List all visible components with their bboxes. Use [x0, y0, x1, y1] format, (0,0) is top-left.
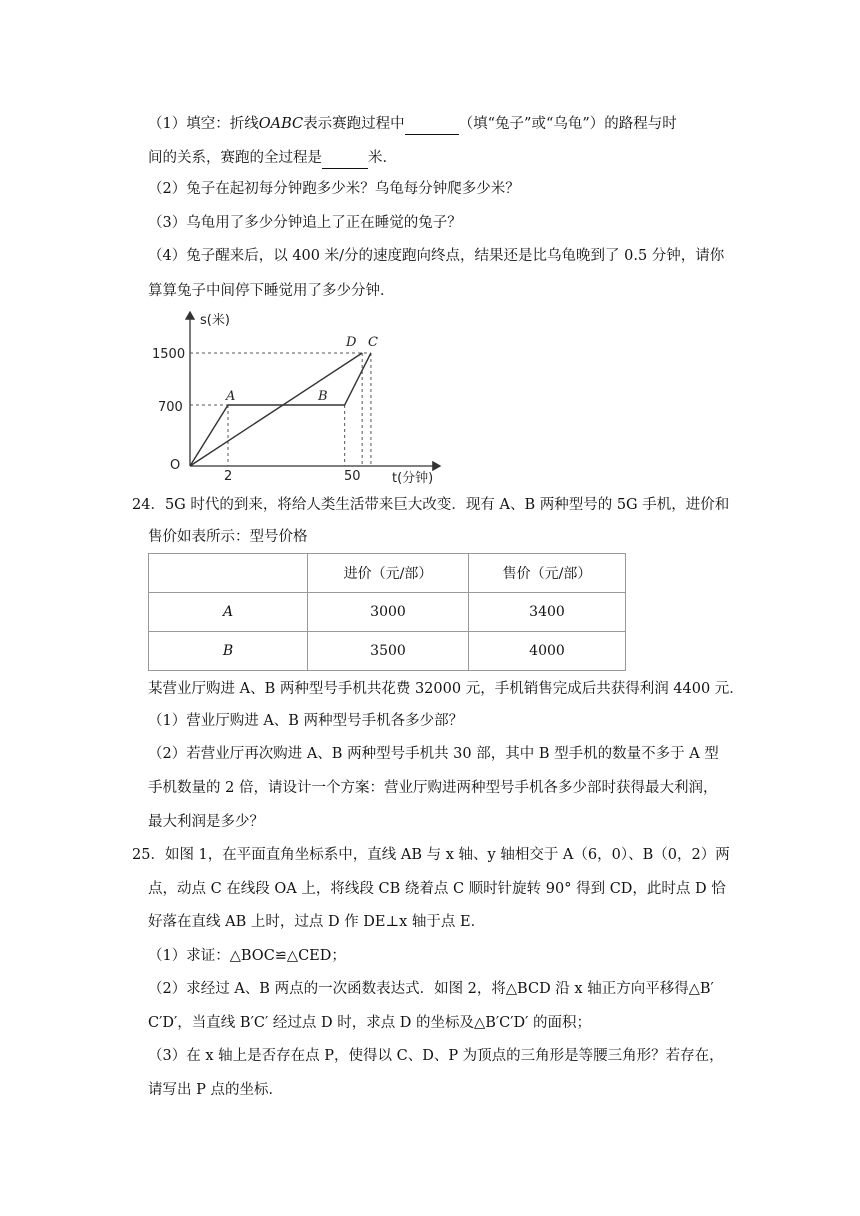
answer-blank-1[interactable]: [405, 112, 459, 135]
q23-part4-line1: （4）兔子醒来后，以 400 米/分的速度跑向终点，结果还是比乌龟晚到了 0.5 分钟，请你: [148, 248, 725, 264]
point-label-c: C: [368, 335, 378, 350]
table-row: [149, 632, 626, 671]
point-label-b: B: [318, 389, 328, 404]
q23-part3: （3）乌龟用了多少分钟追上了正在睡觉的兔子？: [148, 215, 462, 231]
point-label-d: D: [346, 335, 357, 350]
q24-part2-line3: 最大利润是多少？: [148, 814, 264, 830]
q24-part2-line1: （2）若营业厅再次购进 A、B 两种型号手机共 30 部，其中 B 型手机的数量不多于 A 型: [148, 746, 719, 762]
q25-line3: 好落在直线 AB 上时，过点 D 作 DE⊥x 轴于点 E．: [148, 914, 486, 930]
q23-part1-line2-text-a: 间的关系，赛跑的全过程是: [148, 150, 322, 166]
series-lines: [190, 353, 371, 466]
table-cell: B: [149, 632, 308, 671]
x-tick-50: 50: [344, 469, 361, 484]
race-graph: [152, 306, 448, 494]
guide-lines: [190, 353, 371, 466]
q23-part1-line2-text-b: 米．: [368, 150, 397, 166]
table-cell: 4000: [469, 632, 626, 671]
answer-blank-2[interactable]: [322, 146, 368, 169]
q24-part1: （1）营业厅购进 A、B 两种型号手机各多少部？: [148, 713, 464, 729]
q23-part1-text-d: （填“兔子”或“乌龟”）的路程与时: [458, 116, 677, 132]
q23-part1-line1: [148, 112, 677, 135]
q24-part2-line2: 手机数量的 2 倍，请设计一个方案：营业厅购进两种型号手机各多少部时获得最大利润，: [148, 780, 718, 796]
table-cell: 3500: [308, 632, 469, 671]
table-header-row: [149, 554, 626, 593]
table-header-cell: [149, 554, 308, 593]
y-tick-700: 700: [158, 400, 183, 415]
x-axis-label: t(分钟): [392, 471, 434, 486]
origin-label: O: [170, 458, 181, 473]
q23-part4-line2: 算算兔子中间停下睡觉用了多少分钟．: [148, 283, 395, 299]
q25-part3-line1: （3）在 x 轴上是否存在点 P，使得以 C、D、P 为顶点的三角形是等腰三角形？若存在，: [148, 1048, 724, 1064]
q23-polyline-name: OABC: [258, 116, 304, 132]
q25-part1: （1）求证：△BOC≌△CED；: [148, 948, 346, 964]
q25-line1: 25．如图 1，在平面直角坐标系中，直线 AB 与 x 轴、y 轴相交于 A（6，0）、B（0，2）两: [132, 847, 730, 863]
series-line-od: [190, 353, 362, 466]
table-row: [149, 593, 626, 632]
price-table: [148, 553, 626, 671]
q24-line2: 售价如表所示：型号价格: [148, 529, 308, 545]
table-header-cell: 售价（元/部）: [469, 554, 626, 593]
point-label-a: A: [226, 389, 236, 404]
q25-part2-line2: C′D′，当直线 B′C′ 经过点 D 时，求点 D 的坐标及△B′C′D′ 的面积；: [148, 1015, 592, 1031]
q23-part1-text-a: （1）填空：折线: [148, 116, 259, 132]
y-tick-1500: 1500: [152, 347, 186, 362]
y-axis-label: s(米): [200, 313, 230, 328]
table-header-cell: 进价（元/部）: [308, 554, 469, 593]
q23-part1-line2: [148, 146, 397, 169]
q24-line1: 24．5G 时代的到来，将给人类生活带来巨大改变．现有 A、B 两种型号的 5G 手机，进价和: [132, 497, 730, 513]
table-cell: A: [149, 593, 308, 632]
table-cell: 3000: [308, 593, 469, 632]
q25-line2: 点，动点 C 在线段 OA 上，将线段 CB 绕着点 C 顺时针旋转 90° 得到 CD，此时点 D 恰: [148, 881, 726, 897]
q23-part1-text-c: 表示赛跑过程中: [303, 116, 405, 132]
q24-line3: 某营业厅购进 A、B 两种型号手机共花费 32000 元，手机销售完成后共获得利润 4400 元．: [148, 681, 744, 697]
q25-part3-line2: 请写出 P 点的坐标．: [148, 1082, 283, 1098]
series-line-oabc: [190, 353, 371, 466]
q23-part2: （2）兔子在起初每分钟跑多少米？乌龟每分钟爬多少米？: [148, 181, 520, 197]
table-cell: 3400: [469, 593, 626, 632]
q25-part2-line1: （2）求经过 A、B 两点的一次函数表达式．如图 2，将△BCD 沿 x 轴正方向平移得△B′: [148, 981, 714, 997]
x-tick-2: 2: [224, 469, 233, 484]
